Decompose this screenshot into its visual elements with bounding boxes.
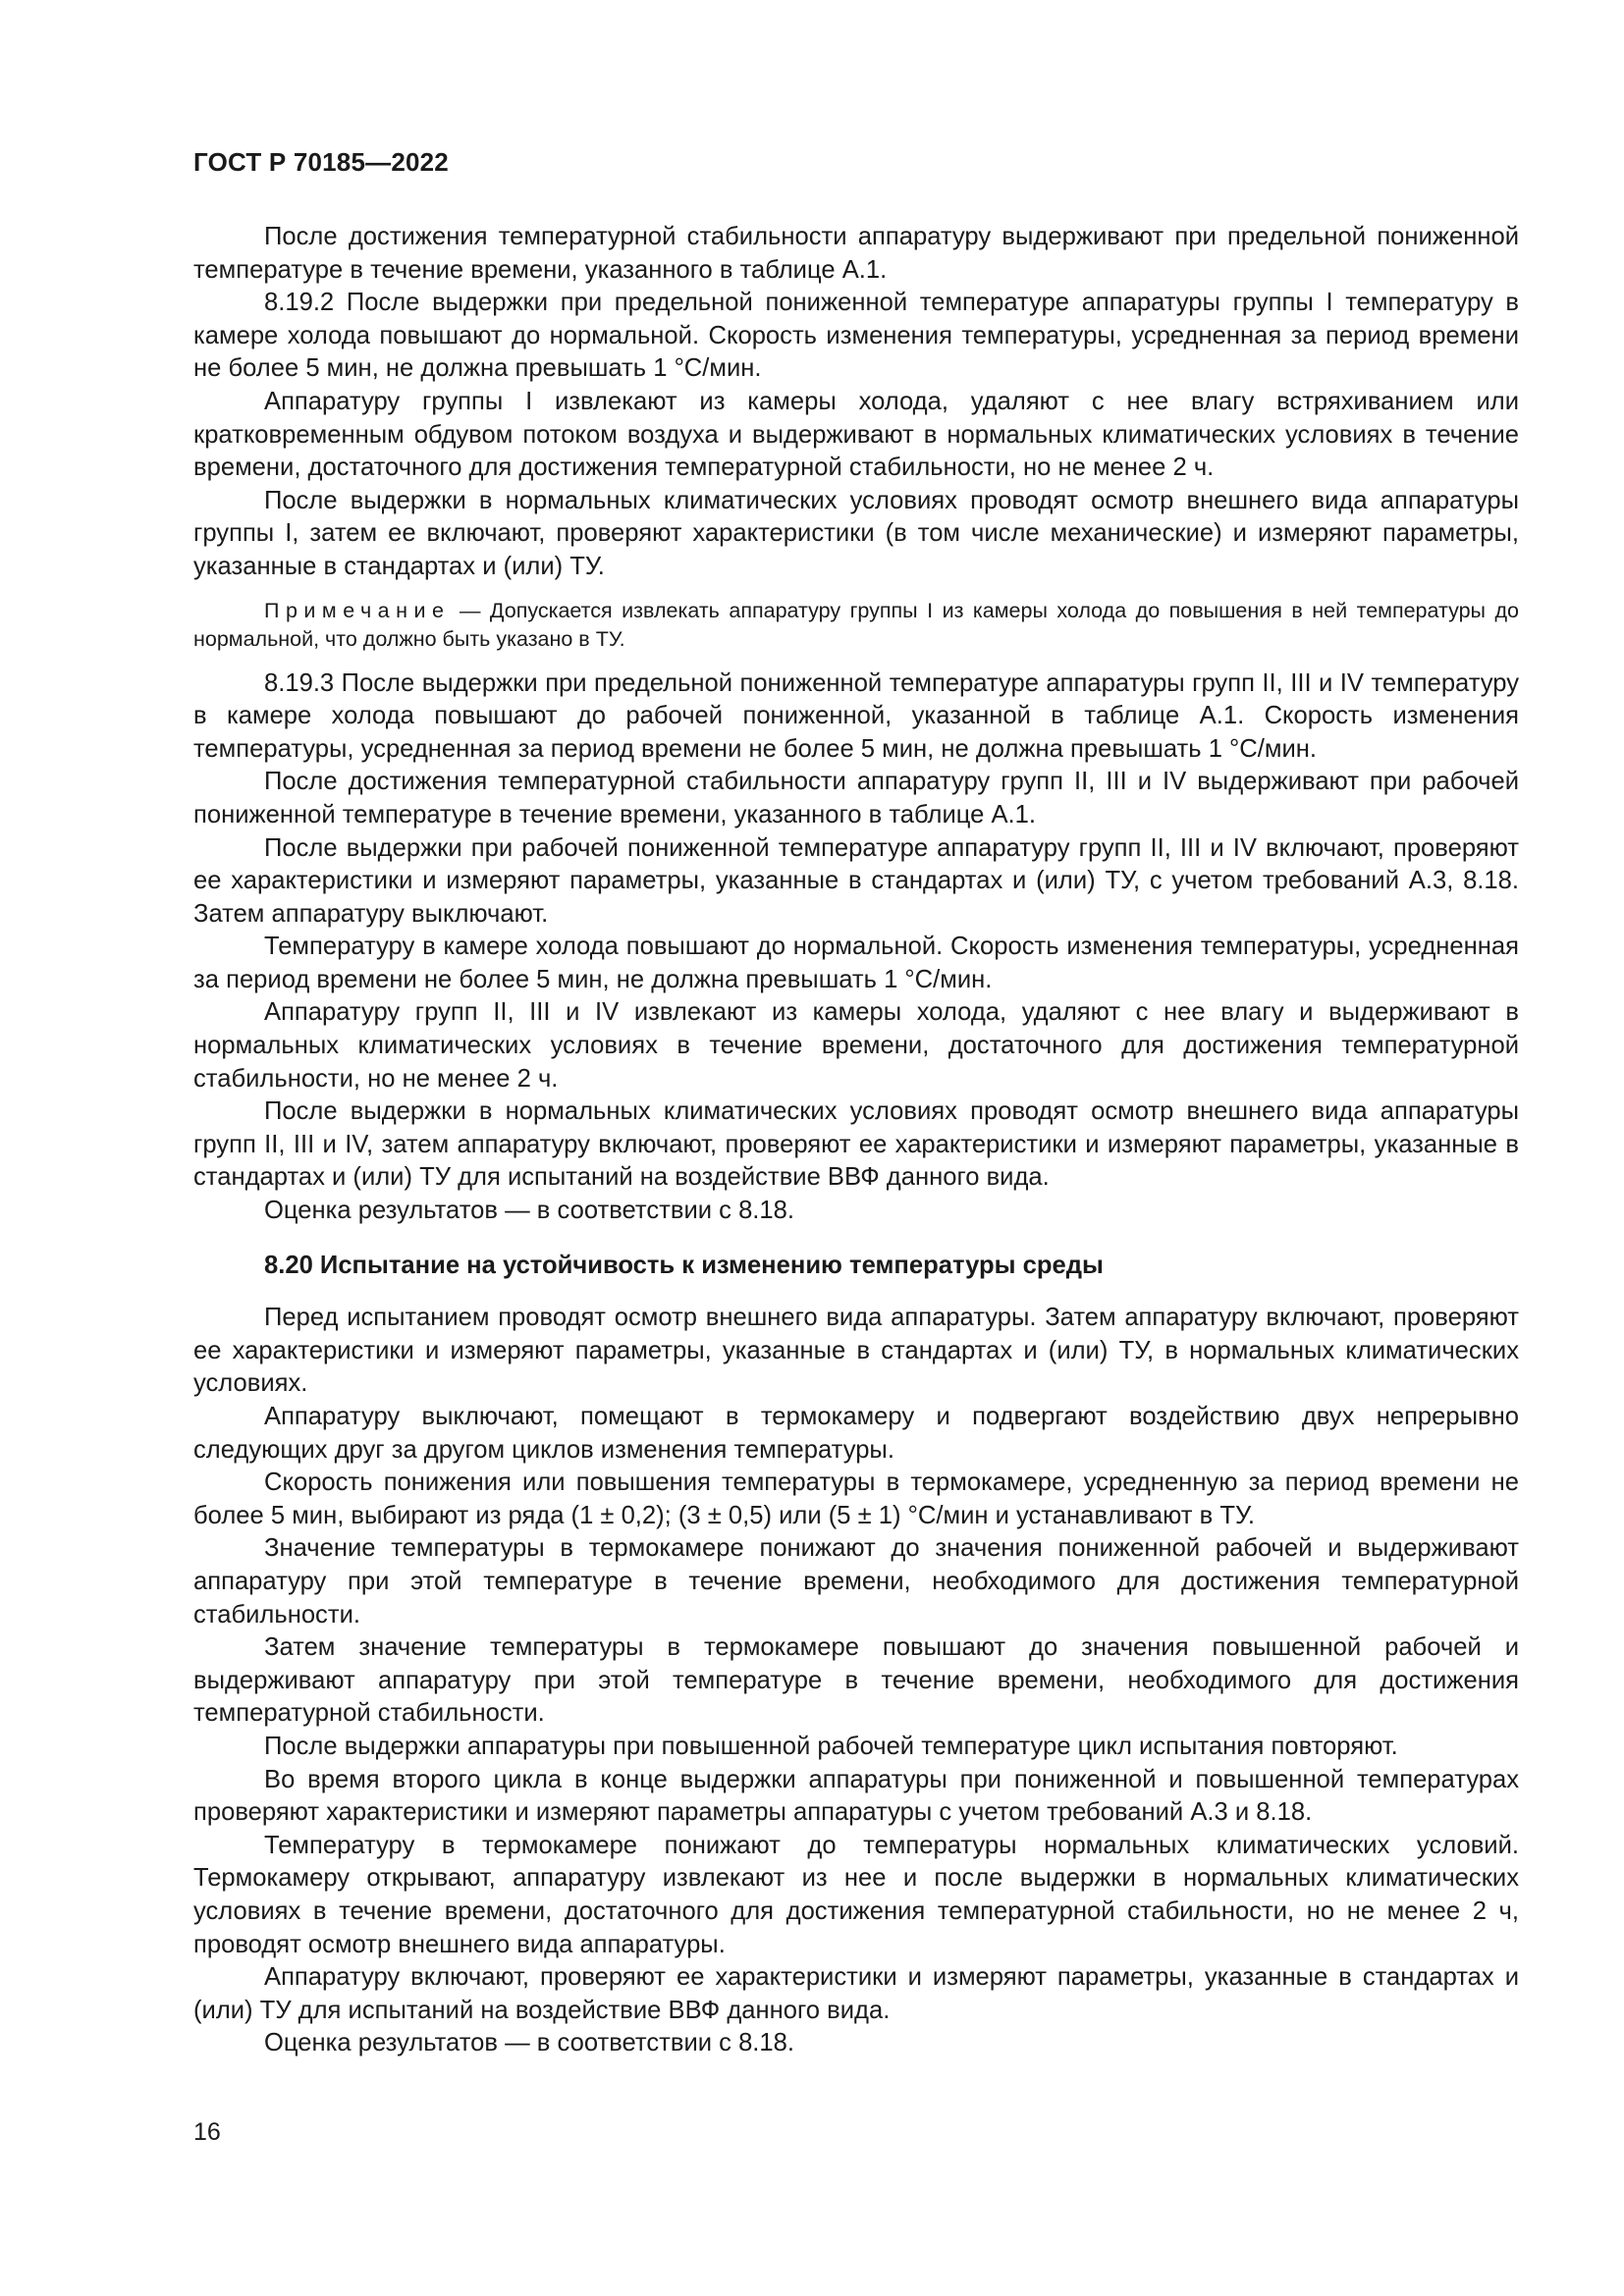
paragraph: Затем значение температуры в термокамере повышают до значения повышенной рабочей и выдерживают аппаратуру при этой температуре в течение времени, необходимого для достижения температурной стабильности.	[193, 1633, 1519, 1728]
page-number: 16	[193, 2118, 221, 2146]
paragraph: 8.19.2 После выдержки при предельной пониженной температуре аппаратуры группы I температуру в камере холода повышают до нормальной. Скорость изменения температуры, усредненная за период времени не более 5 мин, не должна превышать 1 °С/мин.	[193, 289, 1519, 383]
paragraph: После выдержки в нормальных климатических условиях проводят осмотр внешнего вида аппаратуры групп II, III и IV, затем аппаратуру включают, проверяют ее характеристики и измеряют параметры, указанные в стандартах и (или) ТУ для испытаний на воздействие ВВФ данного вида.	[193, 1097, 1519, 1192]
paragraph: 8.19.3 После выдержки при предельной пониженной температуре аппаратуры групп II, III и IV температуру в камере холода повышают до рабочей пониженной, указанной в таблице А.1. Скорость изменения температуры, усредненная за период времени не более 5 мин, не должна превышать 1 °С/мин.	[193, 668, 1519, 763]
paragraph: Температуру в камере холода повышают до нормальной. Скорость изменения температуры, усредненная за период времени не более 5 мин, не должна превышать 1 °С/мин.	[193, 933, 1519, 993]
note	[193, 597, 1519, 654]
paragraph: Значение температуры в термокамере понижают до значения пониженной рабочей и выдерживают аппаратуру при этой температуре в течение времени, необходимого для достижения температурной стабильности.	[193, 1534, 1519, 1629]
paragraph: Аппаратуру групп II, III и IV извлекают из камеры холода, удаляют с нее влагу и выдерживают в нормальных климатических условиях в течение времени, достаточного для достижения температурной стабильности, но не менее 2 ч.	[193, 998, 1519, 1093]
paragraph: Аппаратуру группы I извлекают из камеры холода, удаляют с нее влагу встряхиванием или кратковременным обдувом потоком воздуха и выдерживают в нормальных климатических условиях в течение времени, достаточного для достижения температурной стабильности, но не менее 2 ч.	[193, 387, 1519, 482]
section-heading: 8.20 Испытание на устойчивость к изменению температуры среды	[264, 1251, 1104, 1279]
note-label: Примечание	[264, 598, 451, 622]
paragraph: После достижения температурной стабильности аппаратуру выдерживают при предельной пониженной температуре в течение времени, указанного в таблице А.1.	[193, 223, 1519, 284]
paragraph: После достижения температурной стабильности аппаратуру групп II, III и IV выдерживают при рабочей пониженной температуре в течение времени, указанного в таблице А.1.	[193, 768, 1519, 828]
paragraph: Оценка результатов — в соответствии с 8.18.	[264, 2029, 794, 2057]
paragraph: После выдержки в нормальных климатических условиях проводят осмотр внешнего вида аппаратуры группы I, затем ее включают, проверяют характеристики (в том числе механические) и измеряют параметры, указанные в стандартах и (или) ТУ.	[193, 486, 1519, 580]
paragraph: Аппаратуру выключают, помещают в термокамеру и подвергают воздействию двух непрерывно следующих друг за другом циклов изменения температуры.	[193, 1403, 1519, 1464]
paragraph: После выдержки аппаратуры при повышенной рабочей температуре цикл испытания повторяют.	[264, 1732, 1398, 1760]
paragraph: Перед испытанием проводят осмотр внешнего вида аппаратуры. Затем аппаратуру включают, проверяют ее характеристики и измеряют параметры, указанные в стандартах и (или) ТУ, в нормальных климатических условиях.	[193, 1304, 1519, 1398]
paragraph: Температуру в термокамере понижают до температуры нормальных климатических условий. Термокамеру открывают, аппаратуру извлекают из нее и после выдержки в нормальных климатических условиях в течение времени, достаточного для достижения температурной стабильности, но не менее 2 ч, проводят осмотр внешнего вида аппаратуры.	[193, 1831, 1519, 1958]
document-header: ГОСТ Р 70185—2022	[193, 147, 449, 177]
paragraph: Аппаратуру включают, проверяют ее характеристики и измеряют параметры, указанные в стандартах и (или) ТУ для испытаний на воздействие ВВФ данного вида.	[193, 1963, 1519, 2024]
document-body	[193, 221, 1519, 2060]
paragraph: Во время второго цикла в конце выдержки аппаратуры при пониженной и повышенной температурах проверяют характеристики и измеряют параметры аппаратуры с учетом требований А.3 и 8.18.	[193, 1765, 1519, 1827]
note-text: — Допускается извлекать аппаратуру группы I из камеры холода до повышения в ней температуры до нормальной, что должно быть указано в ТУ.	[193, 598, 1519, 651]
paragraph: Скорость понижения или повышения температуры в термокамере, усредненную за период времени не более 5 мин, выбирают из ряда (1 ± 0,2); (3 ± 0,5) или (5 ± 1) °С/мин и устанавливают в ТУ.	[193, 1468, 1519, 1529]
paragraph: После выдержки при рабочей пониженной температуре аппаратуру групп II, III и IV включают, проверяют ее характеристики и измеряют параметры, указанные в стандартах и (или) ТУ, с учетом требований А.3, 8.18. Затем аппаратуру выключают.	[193, 833, 1519, 928]
paragraph: Оценка результатов — в соответствии с 8.18.	[264, 1197, 794, 1225]
